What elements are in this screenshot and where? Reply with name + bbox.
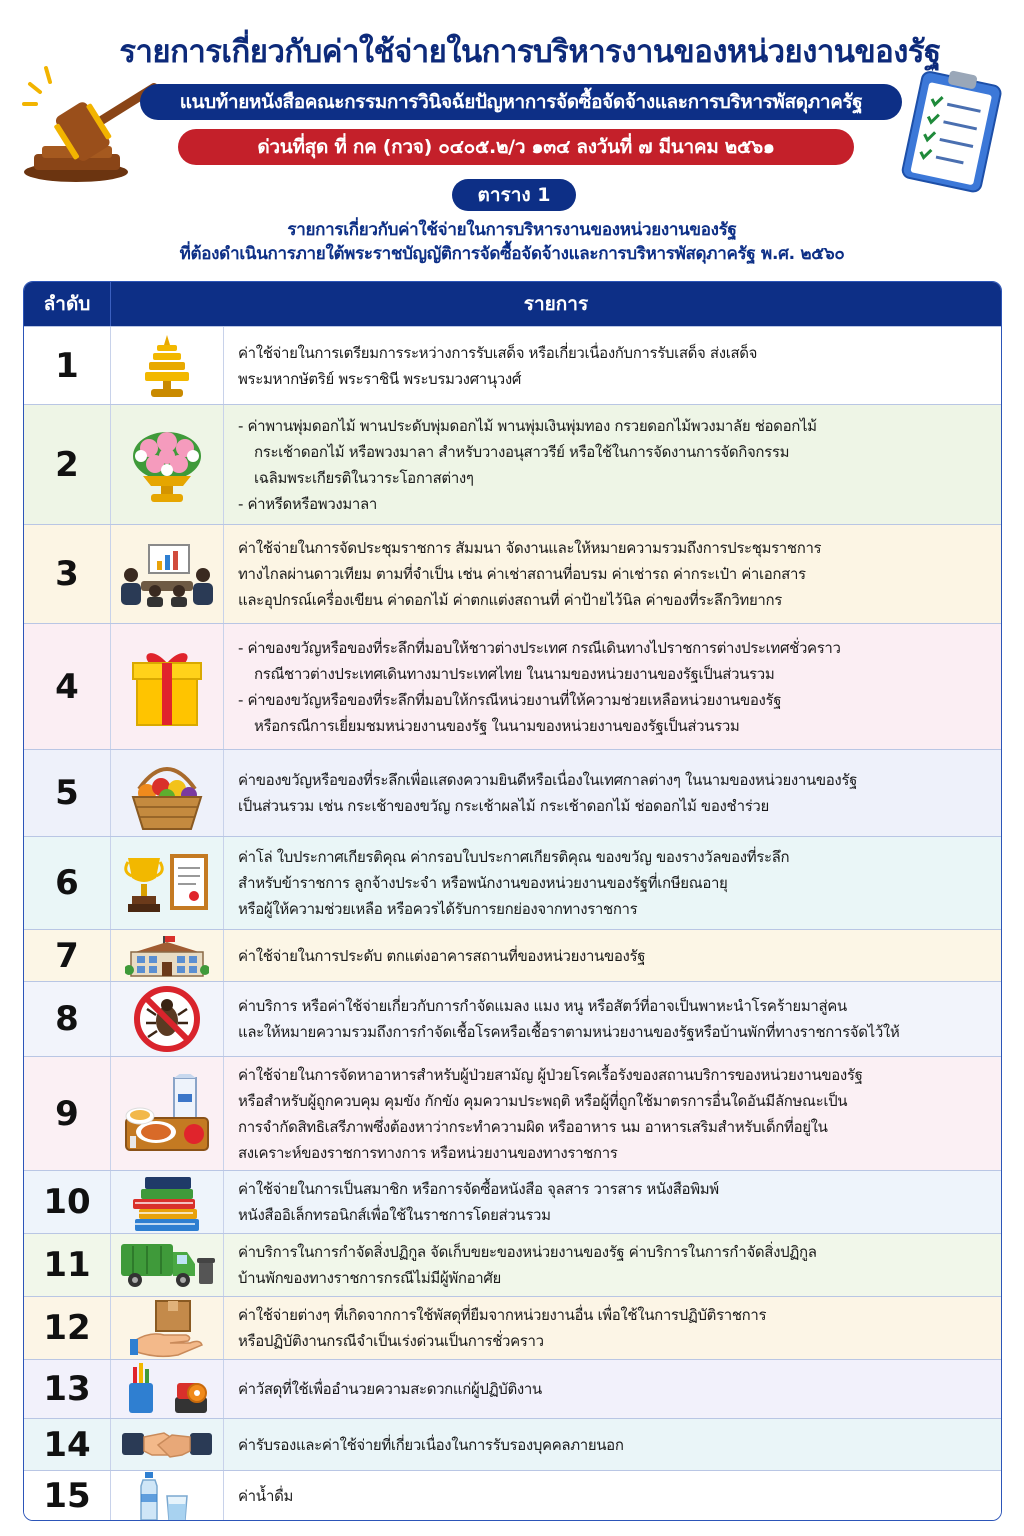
handshake-icon	[111, 1419, 224, 1470]
row-number: 13	[24, 1360, 111, 1418]
row-number: 10	[24, 1171, 111, 1233]
description-line: ค่าบริการ หรือค่าใช้จ่ายเกี่ยวกับการกำจัดแมลง แมง หนู หรือสัตว์ที่อาจเป็นพาหะนำโรคร้ายมาสู่คน	[238, 997, 847, 1015]
table-row	[24, 981, 1001, 1056]
row-number: 15	[24, 1471, 111, 1521]
table-row	[24, 1296, 1001, 1359]
row-description	[224, 982, 1001, 1056]
description-line: และอุปกรณ์เครื่องเขียน ค่าดอกไม้ ค่าตกแต่งสถานที่ ค่าป้ายไว้นิล ค่าของที่ระลึกวิทยากร	[238, 591, 782, 609]
description-line: ค่าใช้จ่ายในการจัดประชุมราชการ สัมมนา จัดงานและให้หมายความรวมถึงการประชุมราชการ	[238, 539, 822, 557]
table-row	[24, 749, 1001, 836]
row-number: 8	[24, 982, 111, 1056]
table-header	[24, 282, 1001, 326]
description-line: ค่าน้ำดื่ม	[238, 1487, 294, 1505]
book-stack-icon	[111, 1171, 224, 1233]
table-row	[24, 404, 1001, 524]
description-line: ค่าวัสดุที่ใช้เพื่ออำนวยความสะดวกแก่ผู้ปฏิบัติงาน	[238, 1380, 542, 1398]
header	[0, 0, 1024, 280]
table-title-line-1: รายการเกี่ยวกับค่าใช้จ่ายในการบริหารงานของหน่วยงานของรัฐ	[287, 220, 737, 240]
column-header-number: ลำดับ	[24, 282, 111, 326]
row-number: 11	[24, 1234, 111, 1296]
row-description	[224, 1057, 1001, 1170]
row-description	[224, 327, 1001, 404]
row-number: 9	[24, 1057, 111, 1170]
government-building-icon	[111, 930, 224, 981]
table-row	[24, 623, 1001, 749]
table-title	[40, 218, 984, 266]
description-line: ค่าของขวัญหรือของที่ระลึกเพื่อแสดงความยินดีหรือเนื่องในเทศกาลต่างๆ ในนามของหน่วยงานของรัฐ	[238, 771, 858, 789]
description-line: สำหรับข้าราชการ ลูกจ้างประจำ หรือพนักงานของหน่วยงานของรัฐที่เกษียณอายุ	[238, 874, 728, 892]
table-row	[24, 1056, 1001, 1170]
row-description	[224, 1297, 1001, 1359]
gift-box-icon	[111, 624, 224, 749]
clipboard-checklist-icon	[898, 64, 1008, 196]
description-line: ค่ารับรองและค่าใช้จ่ายที่เกี่ยวเนื่องในการรับรองบุคคลภายนอก	[238, 1435, 624, 1454]
description-line: - ค่าพานพุ่มดอกไม้ พานประดับพุ่มดอกไม้ พานพุ่มเงินพุ่มทอง กรวยดอกไม้พวงมาลัย ช่อดอกไม้	[238, 416, 817, 435]
description-line: หรือสำหรับผู้ถูกควบคุม คุมขัง กักขัง คุมความประพฤติ หรือผู้ที่ถูกใช้มาตรการอื่นใดอันมีลักษณะเป็น	[238, 1091, 848, 1110]
table-title-line-2: ที่ต้องดำเนินการภายใต้พระราชบัญญัติการจัดซื้อจัดจ้างและการบริหารพัสดุภาครัฐ พ.ศ. ๒๕๖๐	[179, 244, 845, 264]
description-line: หรือปฏิบัติงานกรณีจำเป็นเร่งด่วนเป็นการชั่วคราว	[238, 1332, 544, 1350]
description-line: บ้านพักของทางราชการกรณีไม่มีผู้พักอาศัย	[238, 1269, 501, 1287]
row-description	[224, 1171, 1001, 1233]
description-line: ค่าใช้จ่ายในการจัดหาอาหารสำหรับผู้ป่วยสามัญ ผู้ป่วยโรคเรื้อรังของสถานบริการของหน่วยงานของรัฐ	[238, 1065, 863, 1084]
expense-table	[23, 281, 1002, 1521]
attachment-subtitle: แนบท้ายหนังสือคณะกรรมการวินิจฉัยปัญหาการจัดซื้อจัดจ้างและการบริหารพัสดุภาครัฐ	[140, 84, 902, 120]
hand-box-icon	[111, 1297, 224, 1359]
no-pests-icon	[111, 982, 224, 1056]
row-number: 7	[24, 930, 111, 981]
row-number: 14	[24, 1419, 111, 1470]
description-line: - ค่าหรีดหรือพวงมาลา	[238, 494, 377, 513]
table-label-badge: ตาราง 1	[452, 179, 576, 211]
row-description	[224, 1471, 1001, 1521]
row-description	[224, 1234, 1001, 1296]
table-row	[24, 1233, 1001, 1296]
table-row	[24, 1418, 1001, 1470]
meeting-presentation-icon	[111, 525, 224, 623]
table-row	[24, 836, 1001, 929]
gavel-icon	[18, 62, 168, 192]
description-line: - ค่าของขวัญหรือของที่ระลึกที่มอบให้กรณีหน่วยงานที่ให้ความช่วยเหลือหน่วยงานของรัฐ	[238, 690, 782, 709]
table-row	[24, 1470, 1001, 1521]
description-line: หรือกรณีการเยี่ยมชมหน่วยงานของรัฐ ในนามของหน่วยงานของรัฐเป็นส่วนรวม	[254, 716, 740, 735]
description-line: พระมหากษัตริย์ พระราชินี พระบรมวงศานุวงศ์	[238, 369, 521, 388]
row-description	[224, 750, 1001, 836]
description-line: - ค่าของขวัญหรือของที่ระลึกที่มอบให้ชาวต่างประเทศ กรณีเดินทางไปราชการต่างประเทศชั่วคราว	[238, 638, 841, 657]
water-bottle-glass-icon	[111, 1471, 224, 1521]
table-row	[24, 1170, 1001, 1233]
table-row	[24, 524, 1001, 623]
row-number: 4	[24, 624, 111, 749]
description-line: สงเคราะห์ของราชการทางการ หรือหน่วยงานของทางราชการ	[238, 1143, 618, 1162]
row-description	[224, 930, 1001, 981]
row-description	[224, 405, 1001, 524]
reference-number-banner: ด่วนที่สุด ที่ กค (กวจ) ๐๔๐๕.๒/ว ๑๓๔ ลงวันที่ ๗ มีนาคม ๒๕๖๑	[178, 129, 854, 165]
description-line: หนังสืออิเล็กทรอนิกส์เพื่อใช้ในราชการโดยส่วนรวม	[238, 1206, 551, 1224]
row-number: 1	[24, 327, 111, 404]
row-description	[224, 624, 1001, 749]
row-description	[224, 1360, 1001, 1418]
row-number: 5	[24, 750, 111, 836]
description-line: กรณีชาวต่างประเทศเดินทางมาประเทศไทย ในนามของหน่วยงานของรัฐเป็นส่วนรวม	[254, 664, 775, 683]
description-line: ค่าใช้จ่ายในการประดับ ตกแต่งอาคารสถานที่ของหน่วยงานของรัฐ	[238, 946, 646, 965]
description-line: ทางไกลผ่านดาวเทียม ตามที่จำเป็น เช่น ค่าเช่าสถานที่อบรม ค่าเช่ารถ ค่ากระเป๋า ค่าเอกสาร	[238, 565, 806, 583]
description-line: ค่าใช้จ่ายในการเป็นสมาชิก หรือการจัดซื้อหนังสือ จุลสาร วารสาร หนังสือพิมพ์	[238, 1180, 719, 1198]
royal-tiered-umbrella-icon	[111, 327, 224, 404]
meal-tray-milk-icon	[111, 1057, 224, 1170]
stationery-icon	[111, 1360, 224, 1418]
description-line: กระเช้าดอกไม้ หรือพวงมาลา สำหรับวางอนุสาวรีย์ หรือใช้ในการจัดงานการจัดกิจกรรม	[254, 442, 790, 461]
description-line: ค่าใช้จ่ายในการเตรียมการระหว่างการรับเสด็จ หรือเกี่ยวเนื่องกับการรับเสด็จ ส่งเสด็จ	[238, 343, 758, 362]
flower-offering-tray-icon	[111, 405, 224, 524]
table-row	[24, 1359, 1001, 1418]
description-line: เป็นส่วนรวม เช่น กระเช้าของขวัญ กระเช้าผลไม้ กระเช้าดอกไม้ ช่อดอกไม้ ของชำร่วย	[238, 797, 769, 815]
row-number: 2	[24, 405, 111, 524]
description-line: ค่าใช้จ่ายต่างๆ ที่เกิดจากการใช้พัสดุที่ยืมจากหน่วยงานอื่น เพื่อใช้ในการปฏิบัติราชการ	[238, 1306, 767, 1324]
description-line: ค่าบริการในการกำจัดสิ่งปฏิกูล จัดเก็บขยะของหน่วยงานของรัฐ ค่าบริการในการกำจัดสิ่งปฏิกูล	[238, 1243, 817, 1261]
fruit-basket-icon	[111, 750, 224, 836]
trophy-certificate-icon	[111, 837, 224, 929]
row-number: 3	[24, 525, 111, 623]
table-row	[24, 929, 1001, 981]
row-description	[224, 1419, 1001, 1470]
table-body	[24, 326, 1001, 1521]
description-line: การจำกัดสิทธิเสรีภาพซึ่งต้องหาว่ากระทำความผิด หรืออาหาร นม อาหารเสริมสำหรับเด็กที่อยู่ใน	[238, 1117, 828, 1136]
description-line: และให้หมายความรวมถึงการกำจัดเชื้อโรคหรือเชื้อราตามหน่วยงานของรัฐหรือบ้านพักที่ทางราชการจัดไว้ให้	[238, 1023, 900, 1041]
row-description	[224, 837, 1001, 929]
row-description	[224, 525, 1001, 623]
description-line: หรือผู้ให้ความช่วยเหลือ หรือควรได้รับการยกย่องจากทางราชการ	[238, 900, 638, 918]
table-row	[24, 326, 1001, 404]
description-line: เฉลิมพระเกียรติในวาระโอกาสต่างๆ	[254, 468, 474, 487]
garbage-truck-icon	[111, 1234, 224, 1296]
row-number: 12	[24, 1297, 111, 1359]
page-title: รายการเกี่ยวกับค่าใช้จ่ายในการบริหารงานของหน่วยงานของรัฐ	[119, 34, 941, 70]
column-header-item: รายการ	[523, 293, 589, 315]
row-number: 6	[24, 837, 111, 929]
description-line: ค่าโล่ ใบประกาศเกียรติคุณ ค่ากรอบใบประกาศเกียรติคุณ ของขวัญ ของรางวัลของที่ระลึก	[238, 848, 790, 866]
